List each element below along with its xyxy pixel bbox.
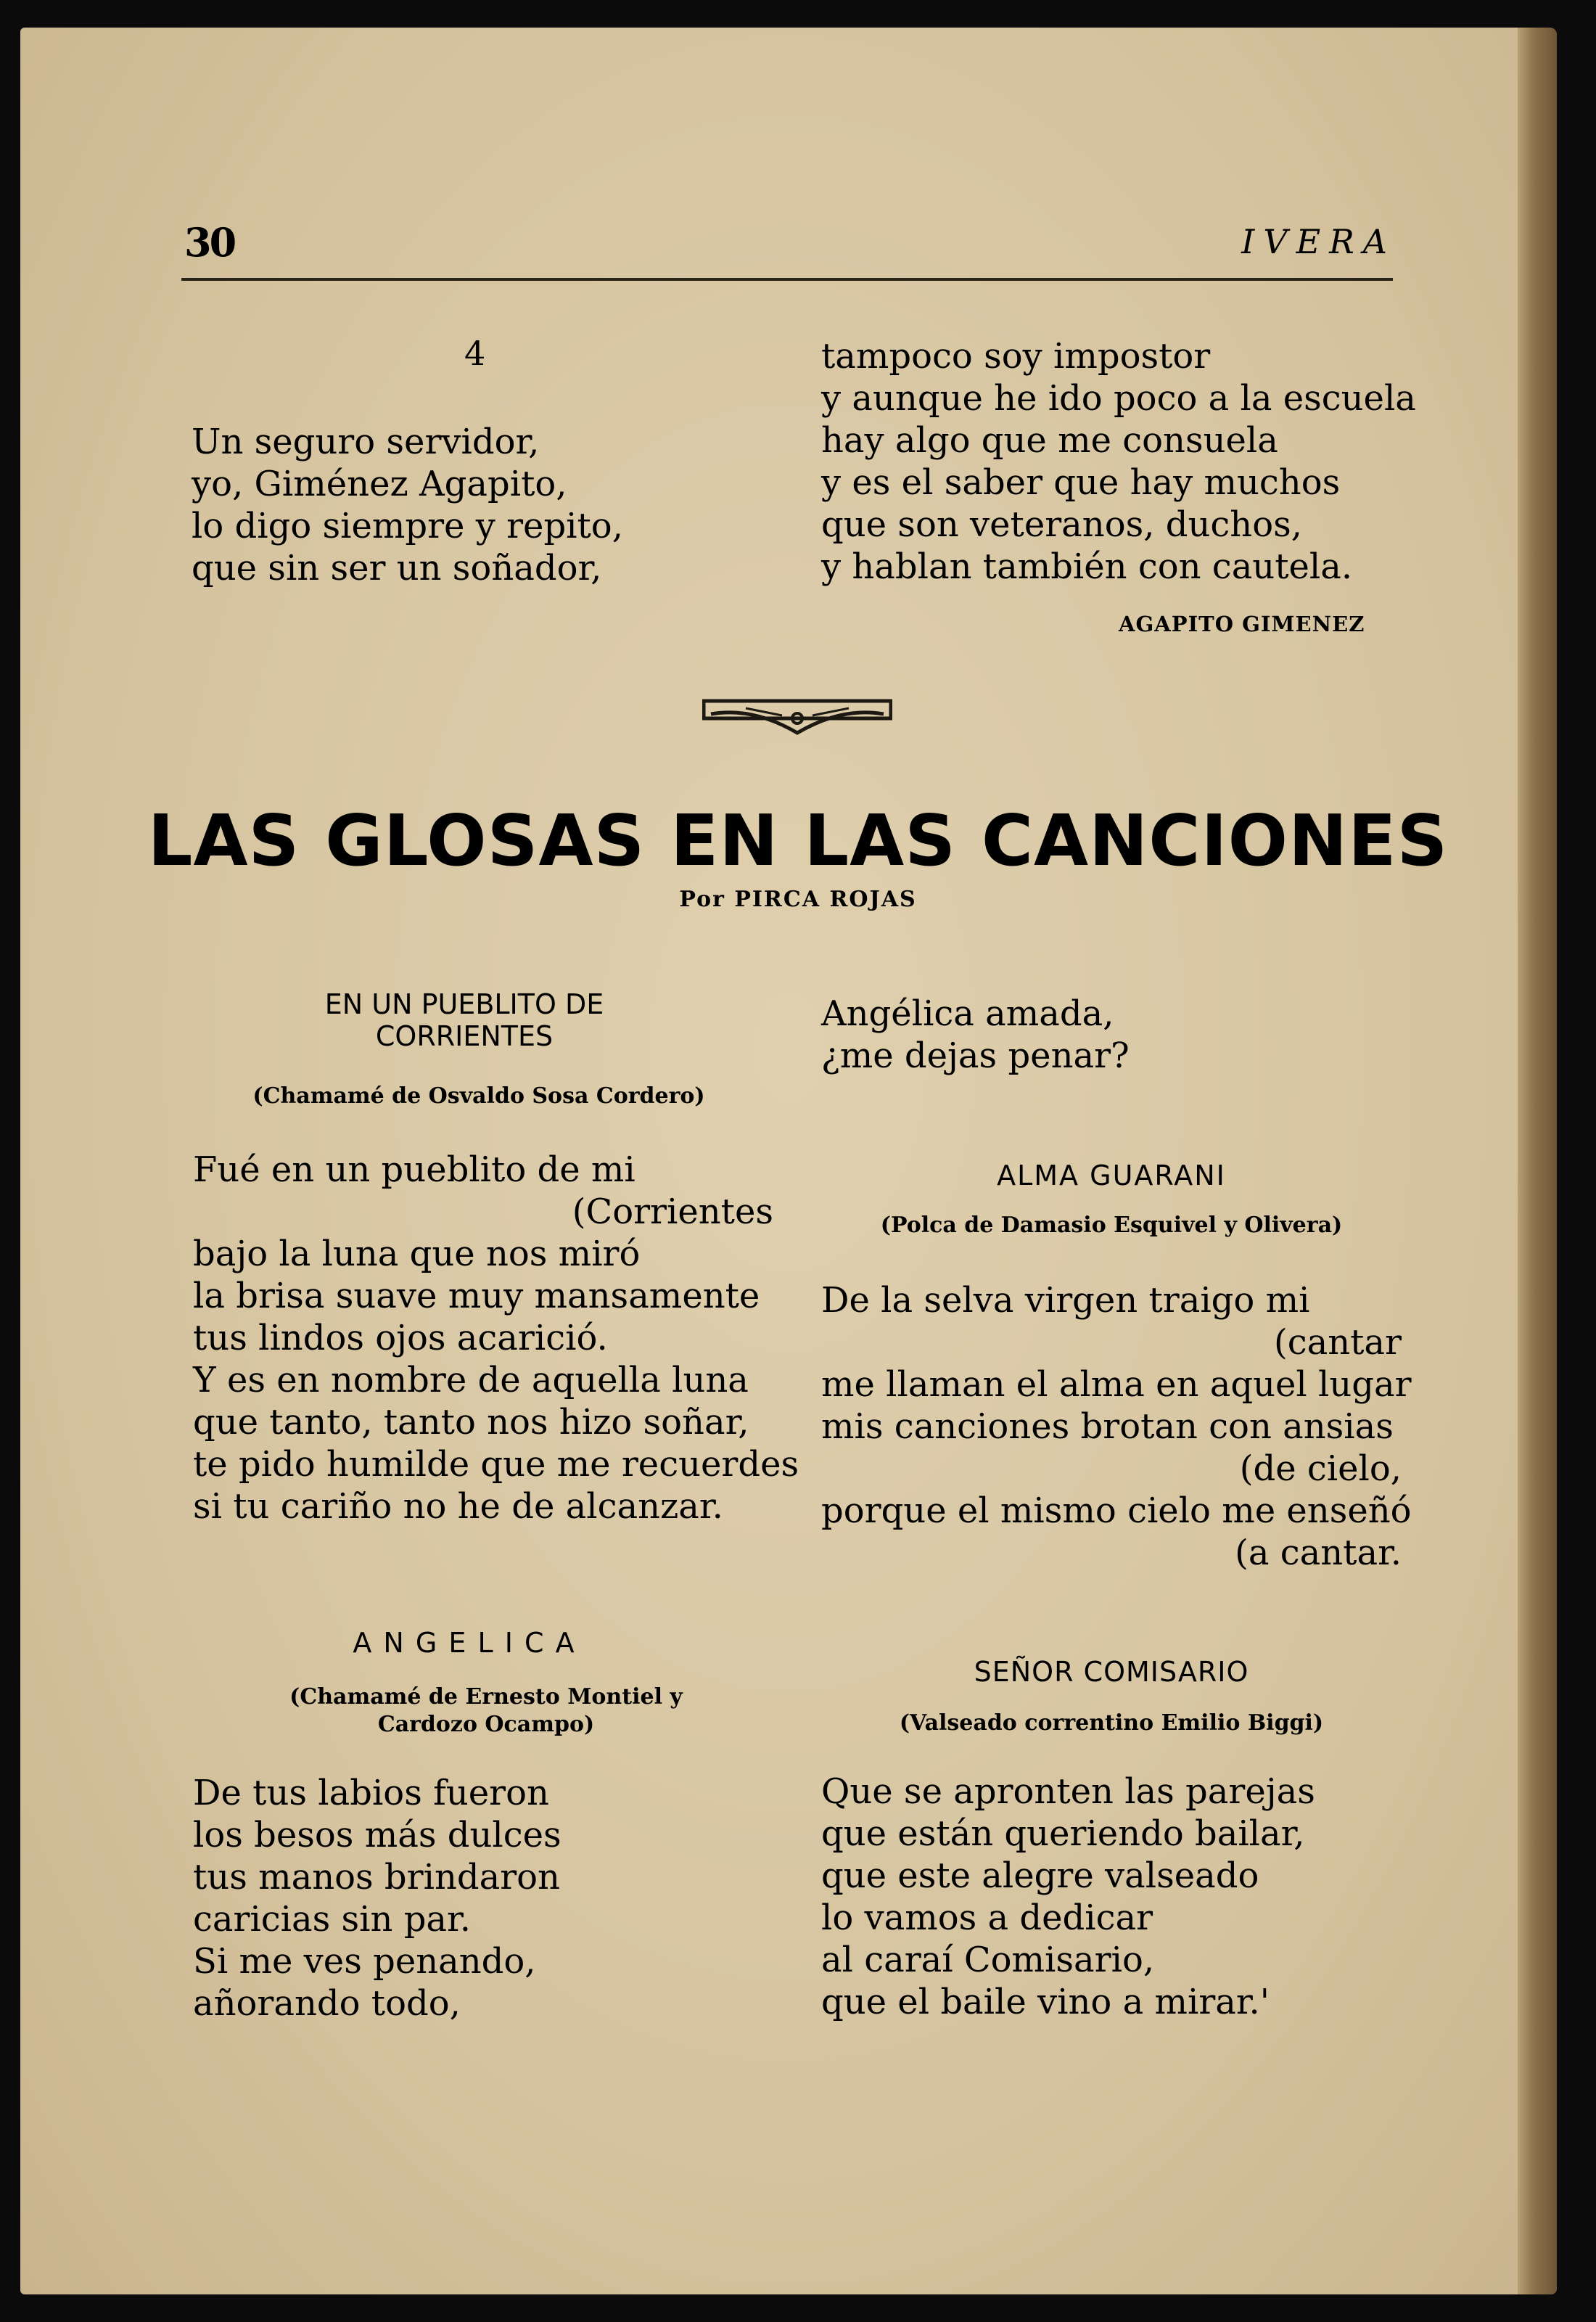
song-line: Si me ves penando, [193, 1941, 536, 1982]
song-line: si tu cariño no he de alcanzar. [193, 1486, 723, 1527]
song-line: que tanto, tanto nos hizo soñar, [193, 1402, 749, 1443]
poem-line: hay algo que me consuela [821, 420, 1278, 461]
song-note-line: Cardozo Ocampo) [377, 1712, 595, 1737]
song-line: porque el mismo cielo me enseñó [821, 1490, 1412, 1531]
song-line: al caraí Comisario, [821, 1940, 1155, 1980]
song-note-alma: (Polca de Damasio Esquivel y Olivera) [880, 1213, 1343, 1238]
song-line-continuation: (cantar [1274, 1322, 1402, 1363]
song-note-pueblito: (Chamamé de Osvaldo Sosa Cordero) [252, 1083, 705, 1109]
article-title: LAS GLOSAS EN LAS CANCIONES [147, 800, 1449, 882]
song-line: Angélica amada, [821, 993, 1114, 1034]
poem-line: y aunque he ido poco a la escuela [821, 378, 1416, 419]
song-line: Fué en un pueblito de mi [193, 1149, 635, 1190]
song-body-pueblito [193, 1149, 799, 1527]
poem-line: Un seguro servidor, [192, 422, 540, 462]
stanza-number: 4 [464, 334, 486, 373]
song-line: los besos más dulces [193, 1815, 562, 1855]
song-title-line: CORRIENTES [375, 1020, 554, 1052]
running-title: IVERA [1241, 222, 1396, 261]
poem-line: lo digo siempre y repito, [192, 506, 623, 546]
song-line: lo vamos a dedicar [821, 1898, 1153, 1938]
song-line: Que se apronten las parejas [821, 1771, 1315, 1812]
song-title-comisario: SEÑOR COMISARIO [974, 1656, 1249, 1688]
song-line: De la selva virgen traigo mi [821, 1280, 1310, 1321]
header-rule [181, 278, 1393, 281]
song-title-alma: ALMA GUARANI [997, 1160, 1226, 1191]
song-line: te pido humilde que me recuerdes [193, 1444, 799, 1485]
song-line: De tus labios fueron [193, 1773, 549, 1813]
song-title-pueblito [239, 988, 689, 1052]
song-line: la brisa suave muy mansamente [193, 1276, 760, 1316]
poem-line: que son veteranos, duchos, [821, 504, 1302, 545]
song-line: tus manos brindaron [193, 1857, 560, 1898]
poem-line: yo, Giménez Agapito, [192, 464, 567, 504]
song-line: caricias sin par. [193, 1899, 471, 1940]
song-line-continuation: (de cielo, [1239, 1448, 1402, 1489]
poem-line: tampoco soy impostor [821, 336, 1211, 377]
song-title-line: EN UN PUEBLITO DE [324, 988, 604, 1020]
song-line: me llaman el alma en aquel lugar [821, 1364, 1412, 1405]
poem-signature: AGAPITO GIMENEZ [1119, 612, 1365, 636]
poem-line: y es el saber que hay muchos [821, 462, 1341, 503]
song-line: que están queriendo bailar, [821, 1813, 1305, 1854]
song-line: que el baile vino a mirar.' [821, 1982, 1270, 2022]
song-note-comisario: (Valseado correntino Emilio Biggi) [899, 1710, 1324, 1736]
song-line: que este alegre valseado [821, 1855, 1259, 1896]
song-title-angelica: A N G E L I C A [353, 1627, 576, 1659]
song-line: Y es en nombre de aquella luna [193, 1360, 749, 1400]
song-note-angelica [239, 1683, 733, 1739]
poem-line: que sin ser un soñador, [192, 548, 602, 588]
page-number: 30 [184, 219, 235, 266]
song-line: mis canciones brotan con ansias [821, 1406, 1394, 1447]
song-line-continuation: (a cantar. [1235, 1533, 1402, 1573]
song-body-alma [821, 1279, 1412, 1574]
song-line: añorando todo, [193, 1983, 461, 2024]
book-spine-edge [1518, 28, 1557, 2294]
song-line-continuation: (Corrientes [572, 1191, 773, 1232]
poem-line: y hablan también con cautela. [821, 546, 1353, 587]
song-line: ¿me dejas penar? [821, 1035, 1130, 1076]
song-line: bajo la luna que nos miró [193, 1234, 641, 1274]
decorative-ornament-icon [702, 698, 892, 743]
article-byline: Por PIRCA ROJAS [679, 887, 917, 912]
page-header [163, 210, 1396, 276]
song-body-angelica-continued [821, 993, 1402, 1077]
song-line: tus lindos ojos acarició. [193, 1318, 608, 1358]
song-body-angelica [193, 1772, 773, 2024]
song-note-line: (Chamamé de Ernesto Montiel y [289, 1684, 683, 1710]
song-body-comisario [821, 1771, 1402, 2023]
poem-left-column [192, 421, 623, 589]
poem-right-column [821, 335, 1416, 588]
